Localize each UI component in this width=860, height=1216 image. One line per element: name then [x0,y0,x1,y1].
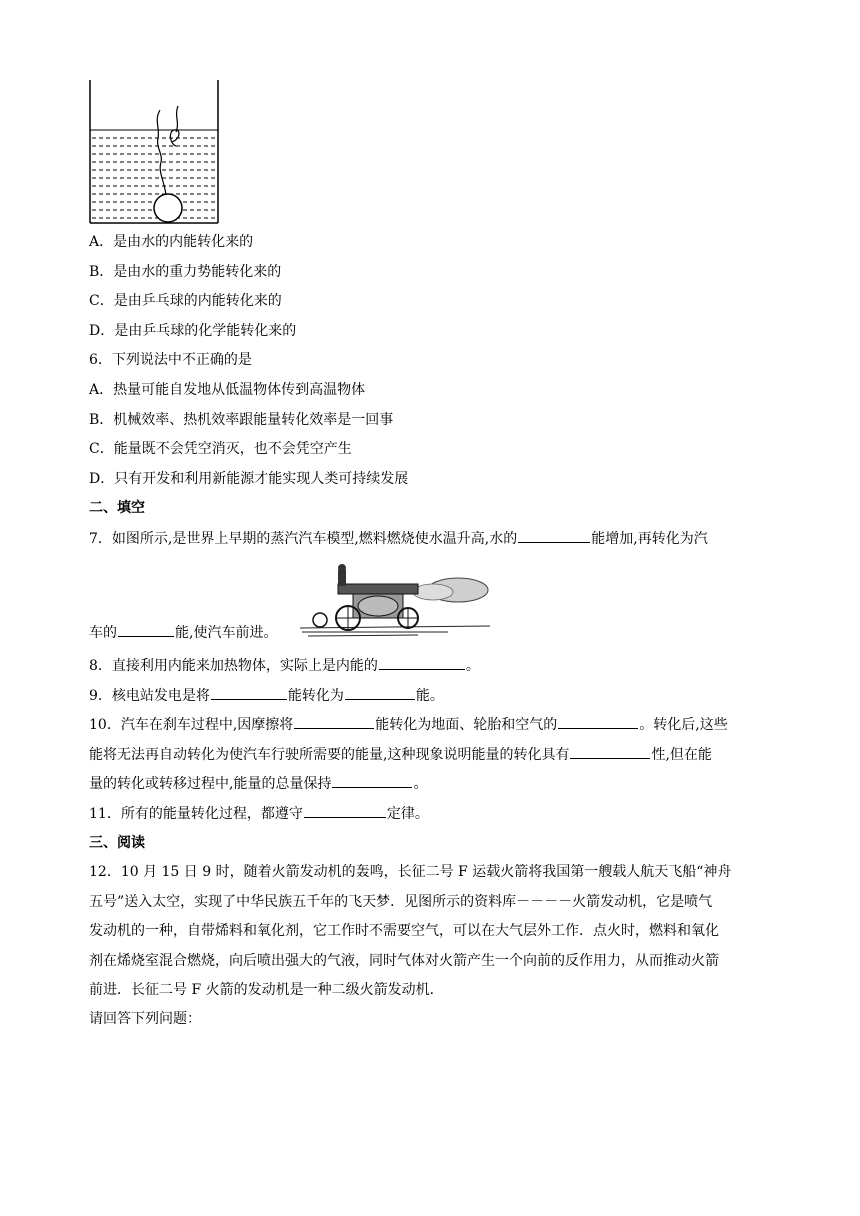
q7-text-2: 能增加,再转化为汽 [591,531,708,547]
q10-text-5: 性,但在能 [651,747,712,763]
steam-car-figure [298,560,492,640]
q8-blank[interactable] [379,655,465,670]
q10-line3 [89,773,427,794]
q7-line1 [89,528,708,549]
q5-option-b: B．是由水的重力势能转化来的 [89,264,282,280]
q10-blank-4[interactable] [332,773,412,788]
q9-blank-2[interactable] [345,685,415,700]
q9-text-2: 能转化为 [287,688,344,704]
q5-option-a: A．是由水的内能转化来的 [89,234,254,250]
q10-text-1: 10．汽车在刹车过程中,因摩擦将 [89,717,294,733]
section-fill-blank-heading: 二、填空 [89,500,145,516]
q5-option-c: C．是由乒乓球的内能转化来的 [89,293,282,309]
q12-line3: 发动机的一种，自带烯料和氧化剂，它工作时不需要空气，可以在大气层外工作．点火时，燃料和氧化 [89,923,719,939]
section-reading-heading: 三、阅读 [89,835,145,851]
q11-text-2: 定律。 [386,806,429,822]
q9-text-3: 能。 [415,688,444,704]
q5-option-d: D．是由乒乓球的化学能转化来的 [89,323,297,339]
q9-text-1: 9．核电站发电是将 [89,688,210,704]
q12-line4: 剂在烯烧室混合燃烧，向后喷出强大的气液，同时气体对火箭产生一个向前的反作用力，从而推动火箭 [89,953,719,969]
beaker-pingpong-figure [88,80,222,226]
q7-text-1: 7．如图所示,是世界上早期的蒸汽汽车模型,燃料燃烧使水温升高,水的 [89,531,518,547]
q8-text-1: 8．直接利用内能来加热物体，实际上是内能的 [89,658,378,674]
q9-line [89,685,444,706]
q11-line [89,803,429,824]
q6-option-b: B．机械效率、热机效率跟能量转化效率是一回事 [89,412,394,428]
q11-text-1: 11．所有的能量转化过程，都遵守 [89,806,303,822]
q8-text-2: 。 [465,658,480,674]
q10-text-7: 。 [413,776,428,792]
q9-blank-1[interactable] [211,685,287,700]
q6-option-a: A．热量可能自发地从低温物体传到高温物体 [89,382,366,398]
q10-text-4: 能将无法再自动转化为使汽车行驶所需要的能量,这种现象说明能量的转化具有 [89,747,570,763]
q11-blank[interactable] [304,803,386,818]
q10-blank-2[interactable] [558,714,638,729]
q7-blank-1[interactable] [518,528,590,543]
q6-stem: 6．下列说法中不正确的是 [89,352,252,368]
q7-blank-2[interactable] [118,622,174,637]
q10-text-6: 量的转化或转移过程中,能量的总量保持 [89,776,332,792]
q6-option-c: C．能量既不会凭空消灭，也不会凭空产生 [89,441,352,457]
q10-line2 [89,744,712,765]
q10-blank-3[interactable] [570,744,650,759]
q10-blank-1[interactable] [294,714,374,729]
q8-line [89,655,480,676]
q7-line2 [89,622,277,643]
q10-text-3: 。转化后,这些 [639,717,728,733]
q6-option-d: D．只有开发和利用新能源才能实现人类可持续发展 [89,471,409,487]
q12-prompt: 请回答下列问题： [89,1011,201,1027]
q12-line5: 前进．长征二号 F 火箭的发动机是一种二级火箭发动机． [89,982,444,998]
q10-line1 [89,714,728,735]
q12-line2: 五号”送入太空，实现了中华民族五千年的飞天梦．见图所示的资料库－－－－火箭发动机，它是喷气 [89,894,713,910]
q10-text-2: 能转化为地面、轮胎和空气的 [375,717,558,733]
q7-text-4: 能,使汽车前进。 [175,625,278,641]
q7-text-3: 车的 [89,625,117,641]
q12-line1: 12．10 月 15 日 9 时，随着火箭发动机的轰鸣，长征二号 F 运载火箭将我国第一艘载人航天飞船“神舟 [89,864,732,880]
